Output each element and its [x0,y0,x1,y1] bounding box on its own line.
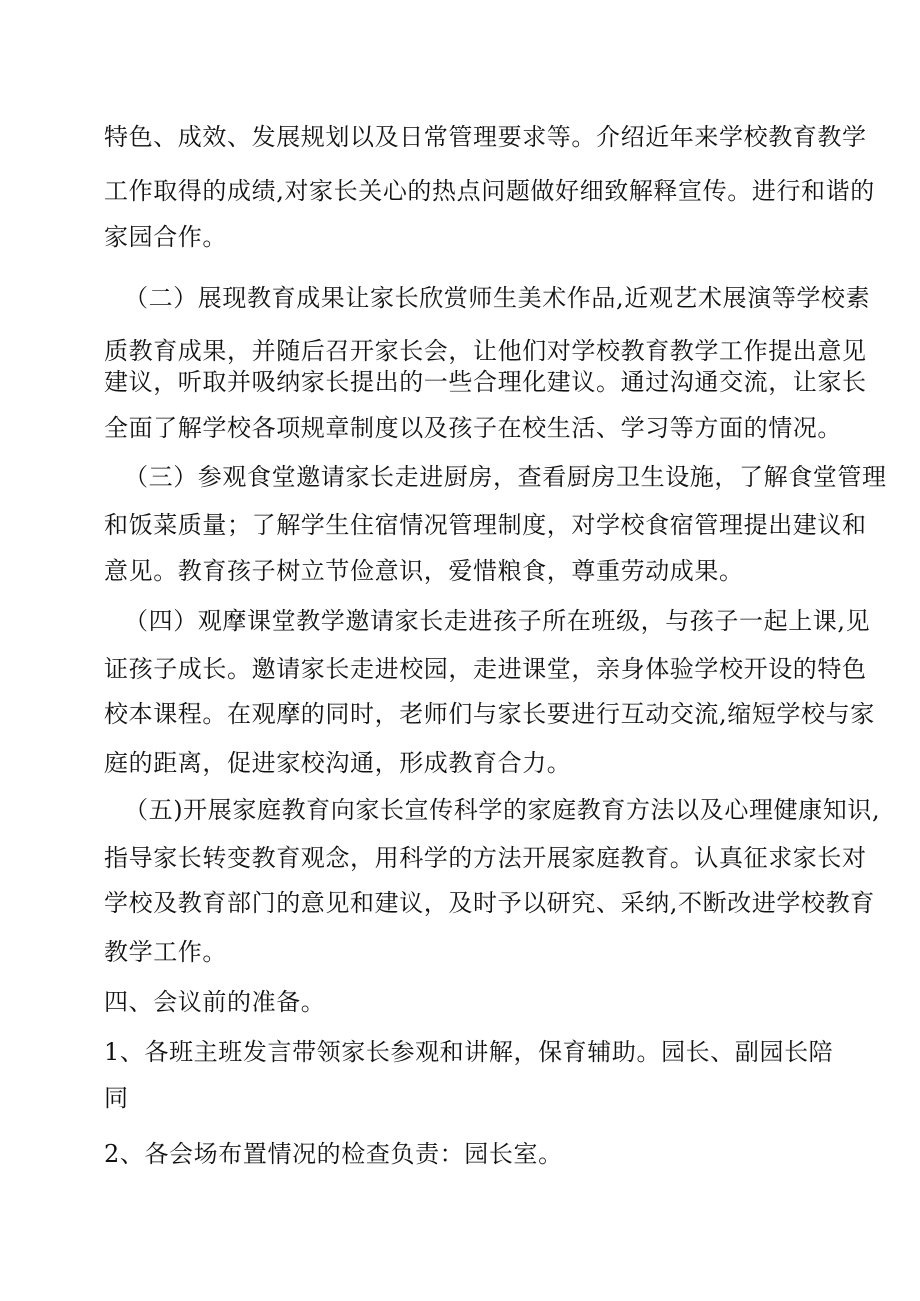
list-item: 2、各会场布置情况的检查负责：园长室。 [104,1140,563,1168]
text-line: 指导家长转变教育观念，用科学的方法开展家庭教育。认真征求家长对 [104,844,867,872]
list-item-continuation: 同 [104,1084,129,1112]
text-line: 学校及教育部门的意见和建议，及时予以研究、采纳,不断改进学校教育 [104,889,875,917]
text-line: 家园合作。 [104,223,227,251]
text-line: 特色、成效、发展规划以及日常管理要求等。介绍近年来学校教育教学 [104,123,867,151]
text-line: （四）观摩课堂教学邀请家长走进孩子所在班级，与孩子一起上课,见 [124,607,871,635]
text-line: 意见。教育孩子树立节俭意识，爱惜粮食，尊重劳动成果。 [104,557,744,585]
text-line: 工作取得的成绩,对家长关心的热点问题做好细致解释宣传。进行和谐的 [104,177,875,205]
list-item: 1、各班主班发言带领家长参观和讲解，保育辅助。园长、副园长陪 [104,1038,834,1066]
text-line: 校本课程。在观摩的同时，老师们与家长要进行互动交流,缩短学校与家 [104,700,875,728]
text-line: 庭的距离，促进家校沟通，形成教育合力。 [104,749,572,777]
text-line: （五)开展家庭教育向家长宣传科学的家庭教育方法以及心理健康知识, [124,796,881,824]
text-line: （二）展现教育成果让家长欣赏师生美术作品,近观艺术展演等学校素 [124,284,871,312]
text-line: 质教育成果，并随后召开家长会，让他们对学校教育教学工作提出意见 [104,337,867,365]
text-line: 全面了解学校各项规章制度以及孩子在校生活、学习等方面的情况。 [104,414,842,442]
text-line: 和饭菜质量；了解学生住宿情况管理制度，对学校食宿管理提出建议和 [104,511,867,539]
text-line: （三）参观食堂邀请家长走进厨房，查看厨房卫生设施，了解食堂管理 [124,463,887,491]
text-line: 建议，听取并吸纳家长提出的一些合理化建议。通过沟通交流，让家长 [104,368,867,396]
text-line: 证孩子成长。邀请家长走进校园，走进课堂，亲身体验学校开设的特色 [104,655,867,683]
section-heading: 四、会议前的准备。 [104,988,326,1016]
text-line: 教学工作。 [104,938,227,966]
